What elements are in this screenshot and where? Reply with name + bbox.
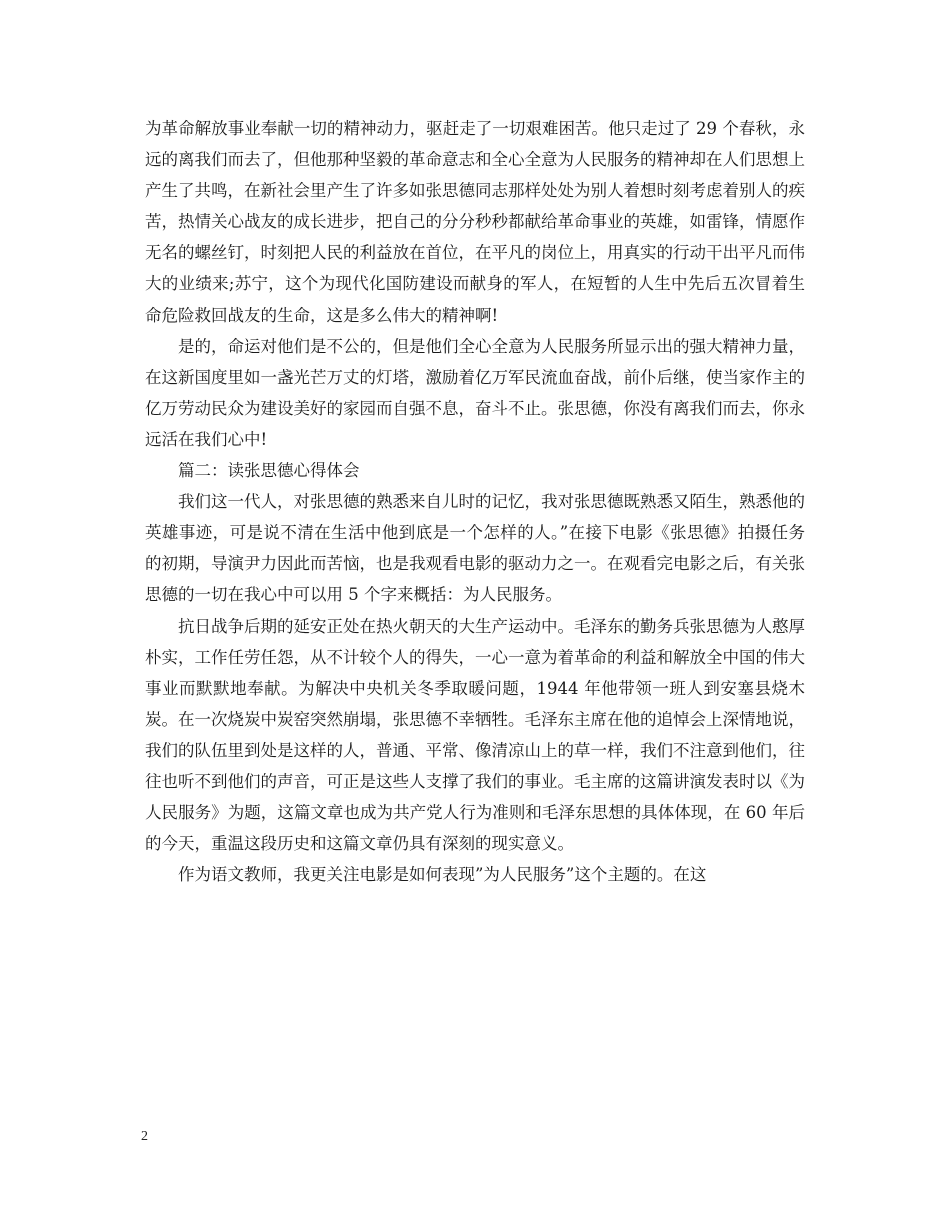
- paragraph: 作为语文教师，我更关注电影是如何表现”为人民服务”这个主题的。在这: [178, 865, 707, 885]
- paragraph-continuation: 为革命解放事业奉献一切的精神动力，驱赶走了一切艰难困苦。他只走过了 29 个春秋，永远的离我们而去了，但他那种坚毅的革命意志和全心全意为人民服务的精神却在人们思想上产生了共鸣，在新社会里产生了许多如张思德同志那样处处为别人着想时刻考虑着别人的疾苦，热情关心战友的成长进步，把自己的分分秒秒都献给革命事业的英雄，如雷锋，情愿作无名的螺丝钉，时刻把人民的利益放在首位，在平凡的岗位上，用真实的行动干出平凡而伟大的业绩来;苏宁，这个为现代化国防建设而献身的军人，在短暂的人生中先后五次冒着生命危险救回战友的生命，这是多么伟大的精神啊!: [145, 119, 805, 325]
- paragraph: 我们这一代人，对张思德的熟悉来自儿时的记忆，我对张思德既熟悉又陌生，熟悉他的英雄事迹，可是说不清在生活中他到底是一个怎样的人。”在接下电影《张思德》拍摄任务的初期，导演尹力因此而苦恼，也是我观看电影的驱动力之一。在观看完电影之后，有关张思德的一切在我心中可以用 5 个字来概括：为人民服务。: [145, 492, 805, 605]
- paragraph: 抗日战争后期的延安正处在热火朝天的大生产运动中。毛泽东的勤务兵张思德为人憨厚朴实，工作任劳任怨，从不计较个人的得失，一心一意为着革命的利益和解放全中国的伟大事业而默默地奉献。为解决中央机关冬季取暖问题，1944 年他带领一班人到安塞县烧木炭。在一次烧炭中炭窑突然崩塌，张思德不幸牺牲。毛泽东主席在他的追悼会上深情地说，我们的队伍里到处是这样的人，普通、平常、像清凉山上的草一样，我们不注意到他们，往往也听不到他们的声音，可正是这些人支撑了我们的事业。毛主席的这篇讲演发表时以《为人民服务》为题，这篇文章也成为共产党人行为准则和毛泽东思想的具体体现，在 60 年后的今天，重温这段历史和这篇文章仍具有深刻的现实意义。: [145, 616, 805, 854]
- document-body: [145, 113, 805, 890]
- paragraph: 是的，命运对他们是不公的，但是他们全心全意为人民服务所显示出的强大精神力量，在这新国度里如一盏光芒万丈的灯塔，激励着亿万军民流血奋战，前仆后继，使当家作主的亿万劳动民众为建设美好的家园而自强不息，奋斗不止。张思德，你没有离我们而去，你永远活在我们心中!: [145, 336, 805, 449]
- page-number: 2: [141, 1129, 148, 1144]
- section-heading: 篇二：读张思德心得体会: [178, 461, 360, 481]
